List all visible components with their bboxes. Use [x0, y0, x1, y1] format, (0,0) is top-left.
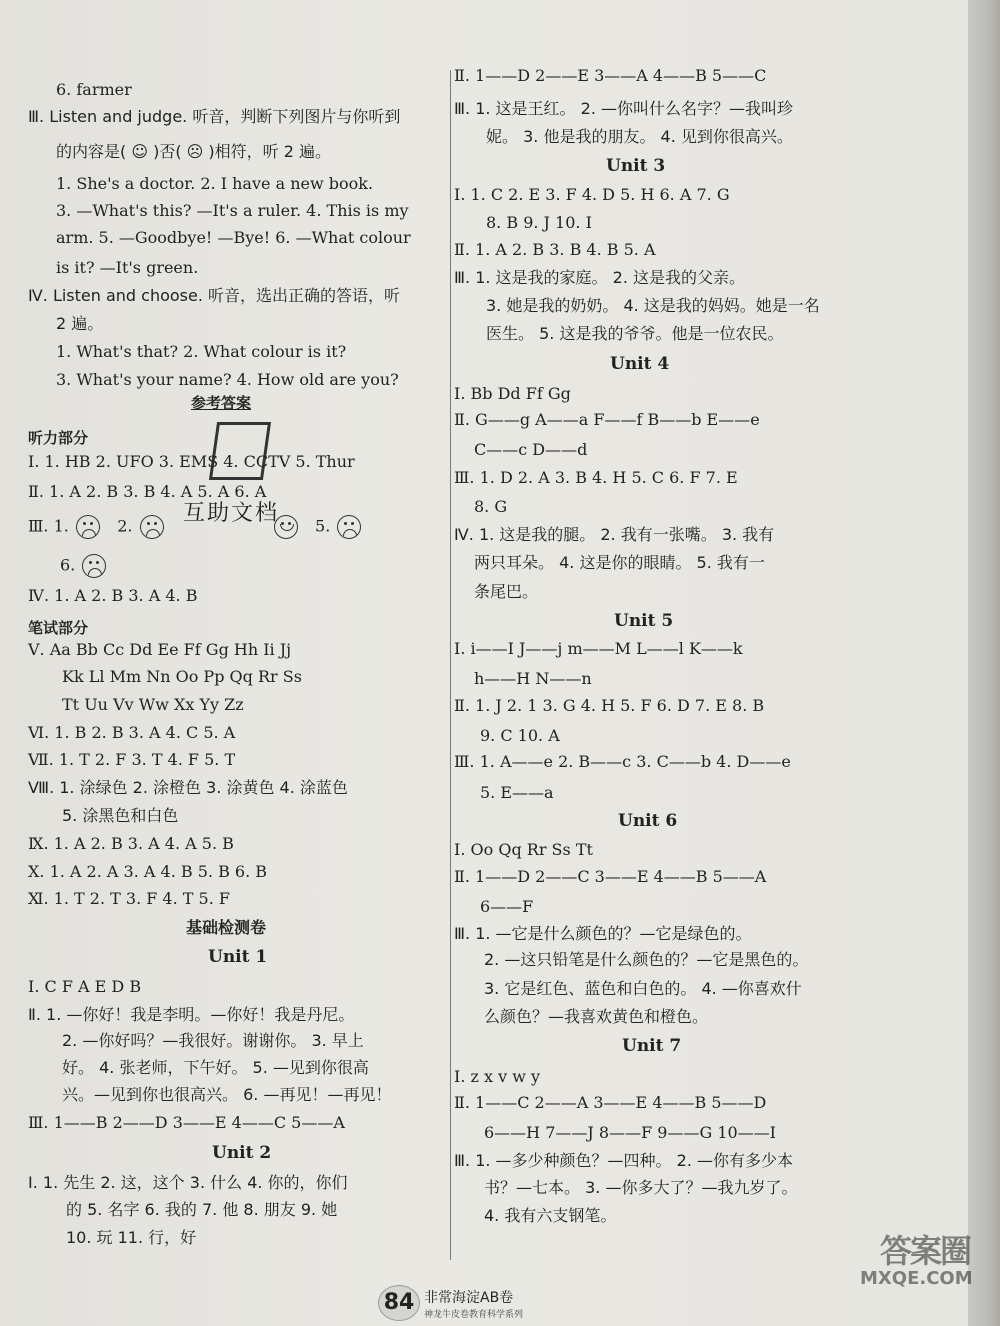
- unit-title: Unit 2: [212, 1143, 272, 1163]
- text-line: [60, 554, 108, 578]
- text-line: Ⅰ. 1. 先生 2. 这，这个 3. 什么 4. 你的，你们: [28, 1173, 348, 1192]
- judge-instruction: 的内容是( ☺ )否( ☹ )相符，听 2 遍。: [56, 142, 332, 161]
- sad-face-icon: [76, 515, 100, 539]
- section-heading-listening: 听力部分: [28, 429, 89, 447]
- text-line: Ⅱ. G——g A——a F——f B——b E——e: [454, 410, 760, 429]
- sad-face-icon: [82, 554, 106, 578]
- text-line: Ⅲ. 1. 这是我的家庭。 2. 这是我的父亲。: [454, 268, 745, 287]
- unit-title: Unit 7: [622, 1036, 682, 1056]
- text-line: 3. What's your name? 4. How old are you?: [56, 370, 399, 389]
- text-line: [28, 515, 363, 539]
- text-line: 1. What's that? 2. What colour is it?: [56, 342, 347, 361]
- text-line: Ⅱ. 1——C 2——A 3——E 4——B 5——D: [454, 1093, 767, 1112]
- text-line: Ⅳ. 1. 这是我的腿。 2. 我有一张嘴。 3. 我有: [454, 525, 775, 544]
- page-spine-shadow: [968, 0, 1000, 1326]
- text-line: 两只耳朵。 4. 这是你的眼睛。 5. 我有一: [474, 553, 765, 572]
- watermark-text: 答案圈: [880, 1232, 971, 1270]
- text-line: 妮。 3. 他是我的朋友。 4. 见到你很高兴。: [486, 127, 793, 146]
- text-line: C——c D——d: [474, 440, 588, 459]
- text-line: Ⅰ. Bb Dd Ff Gg: [454, 384, 571, 403]
- unit-title: Unit 4: [610, 354, 670, 374]
- text-line: arm. 5. —Goodbye! —Bye! 6. —What colour: [56, 228, 411, 247]
- unit-title: Unit 6: [618, 811, 678, 831]
- unit-title: Unit 1: [208, 947, 268, 967]
- text-line: 9. C 10. A: [480, 726, 560, 745]
- happy-face-icon: [274, 515, 298, 539]
- text-line: Ⅹ. 1. A 2. A 3. A 4. B 5. B 6. B: [28, 862, 268, 881]
- text-line: 医生。 5. 这是我的爷爷。他是一位农民。: [486, 324, 784, 343]
- text-line: Ⅷ. 1. 涂绿色 2. 涂橙色 3. 涂黄色 4. 涂蓝色: [28, 778, 348, 797]
- text-line: Ⅺ. 1. T 2. T 3. F 4. T 5. F: [28, 889, 230, 908]
- text-line: 2. —你好吗？—我很好。谢谢你。 3. 早上: [62, 1031, 364, 1050]
- sad-face-icon: [337, 515, 361, 539]
- column-divider: [450, 70, 451, 1260]
- section-heading-written: 笔试部分: [28, 619, 89, 637]
- text-line: 3. —What's this? —It's a ruler. 4. This is my: [56, 201, 409, 220]
- text-line: Ⅰ. 1. HB 2. UFO 3. EMS 4. CCTV 5. Thur: [28, 452, 355, 471]
- text-line: 5. 涂黑色和白色: [62, 806, 179, 825]
- stamp-title: 参考答案: [191, 394, 252, 412]
- text-line: Tt Uu Vv Ww Xx Yy Zz: [62, 695, 244, 714]
- section-heading-basic: 基础检测卷: [186, 918, 267, 937]
- text-line: 6——F: [480, 897, 534, 916]
- stamp-text: 互助文档: [183, 501, 280, 526]
- text-line: 条尾巴。: [474, 582, 539, 601]
- watermark-url: MXQE.COM: [860, 1268, 973, 1289]
- page-number: 84: [378, 1285, 420, 1321]
- text-line: Ⅱ. 1. A 2. B 3. B 4. B 5. A: [454, 240, 656, 259]
- text-line: 么颜色？—我喜欢黄色和橙色。: [484, 1007, 709, 1026]
- text-line: Ⅶ. 1. T 2. F 3. T 4. F 5. T: [28, 750, 236, 769]
- text-line: Ⅲ. 1. D 2. A 3. B 4. H 5. C 6. F 7. E: [454, 468, 738, 487]
- text-line: Ⅰ. 1. C 2. E 3. F 4. D 5. H 6. A 7. G: [454, 185, 730, 204]
- text-line: 5. E——a: [480, 783, 554, 802]
- text-line: 2 遍。: [56, 314, 104, 333]
- item-label: 6.: [60, 555, 76, 575]
- text-line: Ⅳ. 1. A 2. B 3. A 4. B: [28, 586, 198, 605]
- text-line: Ⅱ. 1——D 2——E 3——A 4——B 5——C: [454, 66, 767, 85]
- text-line: 兴。—见到你也很高兴。 6. —再见！—再见！: [62, 1085, 392, 1104]
- text-line: Ⅵ. 1. B 2. B 3. A 4. C 5. A: [28, 723, 236, 742]
- text-line: Ⅰ. i——I J——j m——M L——l K——k: [454, 639, 743, 658]
- item-label: 2.: [117, 516, 133, 536]
- text-line: 6——H 7——J 8——F 9——G 10——I: [484, 1123, 776, 1142]
- text-line: Ⅱ. 1——D 2——C 3——E 4——B 5——A: [454, 867, 767, 886]
- page-footer: [378, 1285, 638, 1325]
- text-line: 8. B 9. J 10. I: [486, 213, 592, 232]
- text-line: [56, 142, 331, 162]
- text-line: Ⅱ. 1. —你好！我是李明。—你好！我是丹尼。: [28, 1005, 355, 1024]
- text-line: Ⅱ. 1. J 2. 1 3. G 4. H 5. F 6. D 7. E 8. B: [454, 696, 765, 715]
- unit-title: Unit 3: [606, 156, 666, 176]
- text-line: 10. 玩 11. 行，好: [66, 1228, 197, 1247]
- text-line: Ⅲ. 1——B 2——D 3——E 4——C 5——A: [28, 1113, 345, 1132]
- text-line: Ⅰ. Oo Qq Rr Ss Tt: [454, 840, 593, 859]
- series-title: 非常海淀AB卷: [424, 1290, 514, 1306]
- text-line: 1. She's a doctor. 2. I have a new book.: [56, 174, 374, 193]
- text-line: 好。 4. 张老师，下午好。 5. —见到你很高: [62, 1058, 369, 1077]
- item-label: Ⅲ. 1.: [28, 516, 69, 536]
- unit-title: Unit 5: [614, 611, 674, 631]
- publisher-line: 神龙牛皮卷教育科学系列: [424, 1310, 524, 1320]
- text-line: 6. farmer: [56, 80, 132, 99]
- text-line: Ⅱ. 1. A 2. B 3. B 4. A 5. A 6. A: [28, 482, 267, 501]
- text-line: 8. G: [474, 497, 508, 516]
- text-line: is it? —It's green.: [56, 258, 199, 277]
- text-line: Ⅰ. z x v w y: [454, 1067, 541, 1086]
- text-line: Ⅲ. 1. A——e 2. B——c 3. C——b 4. D——e: [454, 752, 791, 771]
- text-line: Ⅰ. C F A E D B: [28, 977, 142, 996]
- text-line: Ⅲ. Listen and judge. 听音，判断下列图片与你听到: [28, 107, 401, 126]
- text-line: Kk Ll Mm Nn Oo Pp Qq Rr Ss: [62, 667, 302, 686]
- text-line: Ⅲ. 1. —多少种颜色？—四种。 2. —你有多少本: [454, 1151, 793, 1170]
- text-line: Ⅳ. Listen and choose. 听音，选出正确的答语，听: [28, 286, 401, 305]
- watermark-logo: [860, 1226, 975, 1289]
- sad-face-icon: [140, 515, 164, 539]
- text-line: 2. —这只铅笔是什么颜色的？—它是黑色的。: [484, 950, 809, 969]
- text-line: 的 5. 名字 6. 我的 7. 他 8. 朋友 9. 她: [66, 1200, 338, 1219]
- text-line: 书？—七本。 3. —你多大了？—我九岁了。: [484, 1178, 798, 1197]
- item-label: 5.: [315, 516, 331, 536]
- text-line: h——H N——n: [474, 669, 592, 688]
- text-line: 4. 我有六支钢笔。: [484, 1206, 617, 1225]
- text-line: Ⅲ. 1. —它是什么颜色的？—它是绿色的。: [454, 924, 752, 943]
- text-line: Ⅴ. Aa Bb Cc Dd Ee Ff Gg Hh Ii Jj: [28, 640, 292, 659]
- text-line: 3. 它是红色、蓝色和白色的。 4. —你喜欢什: [484, 979, 802, 998]
- text-line: Ⅲ. 1. 这是王红。 2. —你叫什么名字？—我叫珍: [454, 99, 793, 118]
- text-line: Ⅸ. 1. A 2. B 3. A 4. A 5. B: [28, 834, 234, 853]
- text-line: 3. 她是我的奶奶。 4. 这是我的妈妈。她是一名: [486, 296, 820, 315]
